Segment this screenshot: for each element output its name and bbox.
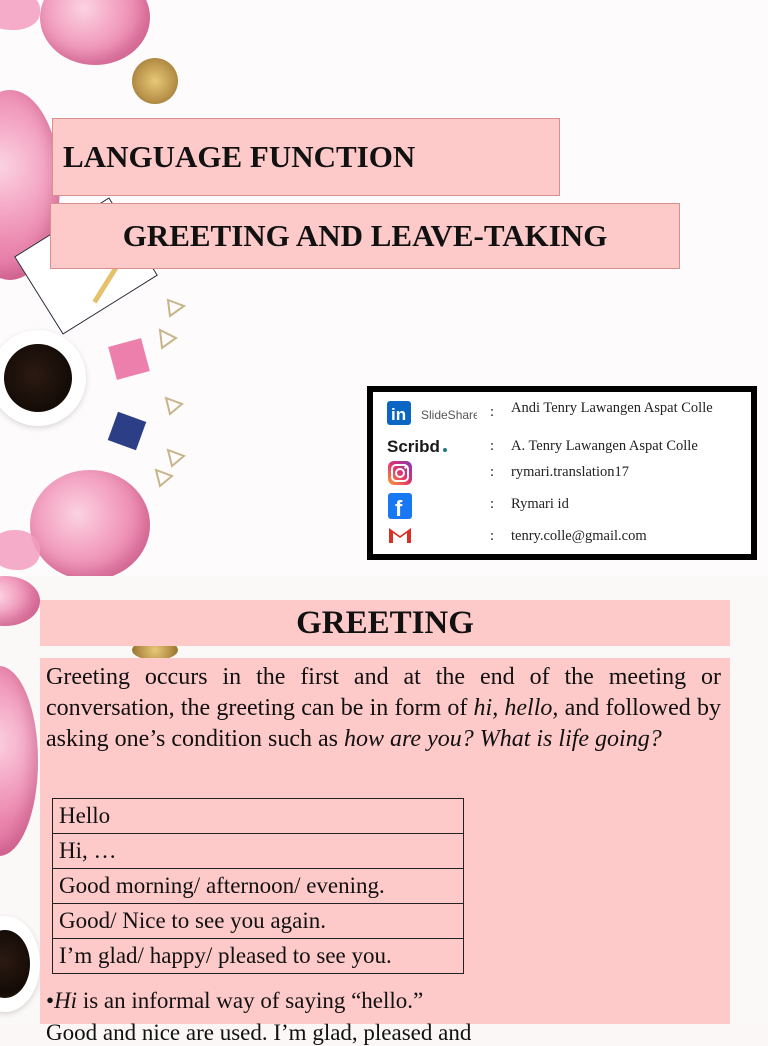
paragraph-text: and followed by asking one’s condition such as bbox=[46, 695, 722, 752]
linkedin-slideshare-icon bbox=[387, 400, 477, 431]
note-italic-word: Hi bbox=[54, 988, 78, 1013]
scribd-name: A. Tenry Lawangen Aspat Colle bbox=[511, 438, 698, 454]
slide-subtitle: GREETING AND LEAVE-TAKING bbox=[50, 203, 680, 269]
table-row bbox=[53, 904, 464, 939]
slide-title: LANGUAGE FUNCTION bbox=[52, 118, 560, 196]
contact-row-instagram bbox=[373, 458, 751, 488]
petal-decoration bbox=[0, 530, 40, 570]
facebook-name: Rymari id bbox=[511, 496, 569, 512]
facebook-icon bbox=[387, 492, 413, 525]
slideshare-name: Andi Tenry Lawangen Aspat Colle bbox=[511, 400, 713, 416]
contact-colon: : bbox=[490, 464, 495, 480]
greeting-paragraph bbox=[46, 662, 721, 755]
pink-block-decoration bbox=[108, 338, 150, 380]
paragraph-text: Greeting occurs in the first and at the end of the meeting or conversation, the greeting can be in form of bbox=[46, 664, 721, 721]
greeting-expressions-table bbox=[52, 798, 464, 974]
table-row bbox=[53, 869, 464, 904]
table-cell: Good morning/ afternoon/ evening. bbox=[53, 869, 464, 904]
table-row bbox=[53, 799, 464, 834]
table-cell: I’m glad/ happy/ pleased to see you. bbox=[53, 939, 464, 974]
svg-text:Scribd: Scribd bbox=[387, 437, 440, 456]
svg-text:in: in bbox=[391, 405, 407, 424]
table-cell: Good/ Nice to see you again. bbox=[53, 904, 464, 939]
peony-flower-decoration bbox=[40, 0, 150, 65]
contact-colon: : bbox=[490, 404, 495, 420]
gmail-address: tenry.colle@gmail.com bbox=[511, 528, 647, 544]
coffee-cup-decoration bbox=[0, 916, 40, 1012]
peony-flower-decoration bbox=[0, 576, 40, 626]
peony-flower-decoration bbox=[30, 470, 150, 576]
paragraph-italic-questions: how are you? What is life going? bbox=[343, 726, 662, 752]
contact-colon: : bbox=[490, 496, 495, 512]
contact-colon: : bbox=[490, 528, 495, 544]
greeting-content bbox=[40, 658, 730, 1045]
gmail-icon bbox=[387, 524, 413, 551]
contact-row-slideshare bbox=[373, 398, 751, 428]
triangle-decorations bbox=[150, 290, 200, 490]
bullet-note bbox=[46, 988, 423, 1014]
navy-block-decoration bbox=[108, 412, 146, 450]
instagram-icon bbox=[387, 460, 413, 491]
contact-colon: : bbox=[490, 438, 495, 454]
contact-info-box bbox=[367, 386, 757, 560]
greeting-heading: GREETING bbox=[40, 600, 730, 646]
bullet-note-continued: Good and nice are used. I’m glad, pleased and bbox=[46, 1020, 472, 1045]
contact-row-gmail bbox=[373, 522, 751, 552]
contact-row-facebook bbox=[373, 490, 751, 520]
paragraph-italic-examples: hi, hello, bbox=[473, 695, 559, 721]
coffee-cup-decoration bbox=[0, 330, 86, 426]
slideshare-label: SlideShare bbox=[421, 408, 477, 422]
bullet-marker: • bbox=[46, 988, 55, 1013]
petal-decoration bbox=[0, 0, 40, 30]
peony-flower-decoration bbox=[0, 666, 38, 856]
note-text: is an informal way of saying “hello.” bbox=[77, 988, 424, 1013]
gold-confetti-decoration bbox=[132, 58, 178, 104]
table-cell: Hi, … bbox=[53, 834, 464, 869]
table-cell: Hello bbox=[53, 799, 464, 834]
svg-text:f: f bbox=[395, 496, 403, 520]
table-row bbox=[53, 939, 464, 974]
instagram-handle: rymari.translation17 bbox=[511, 464, 629, 480]
table-row bbox=[53, 834, 464, 869]
